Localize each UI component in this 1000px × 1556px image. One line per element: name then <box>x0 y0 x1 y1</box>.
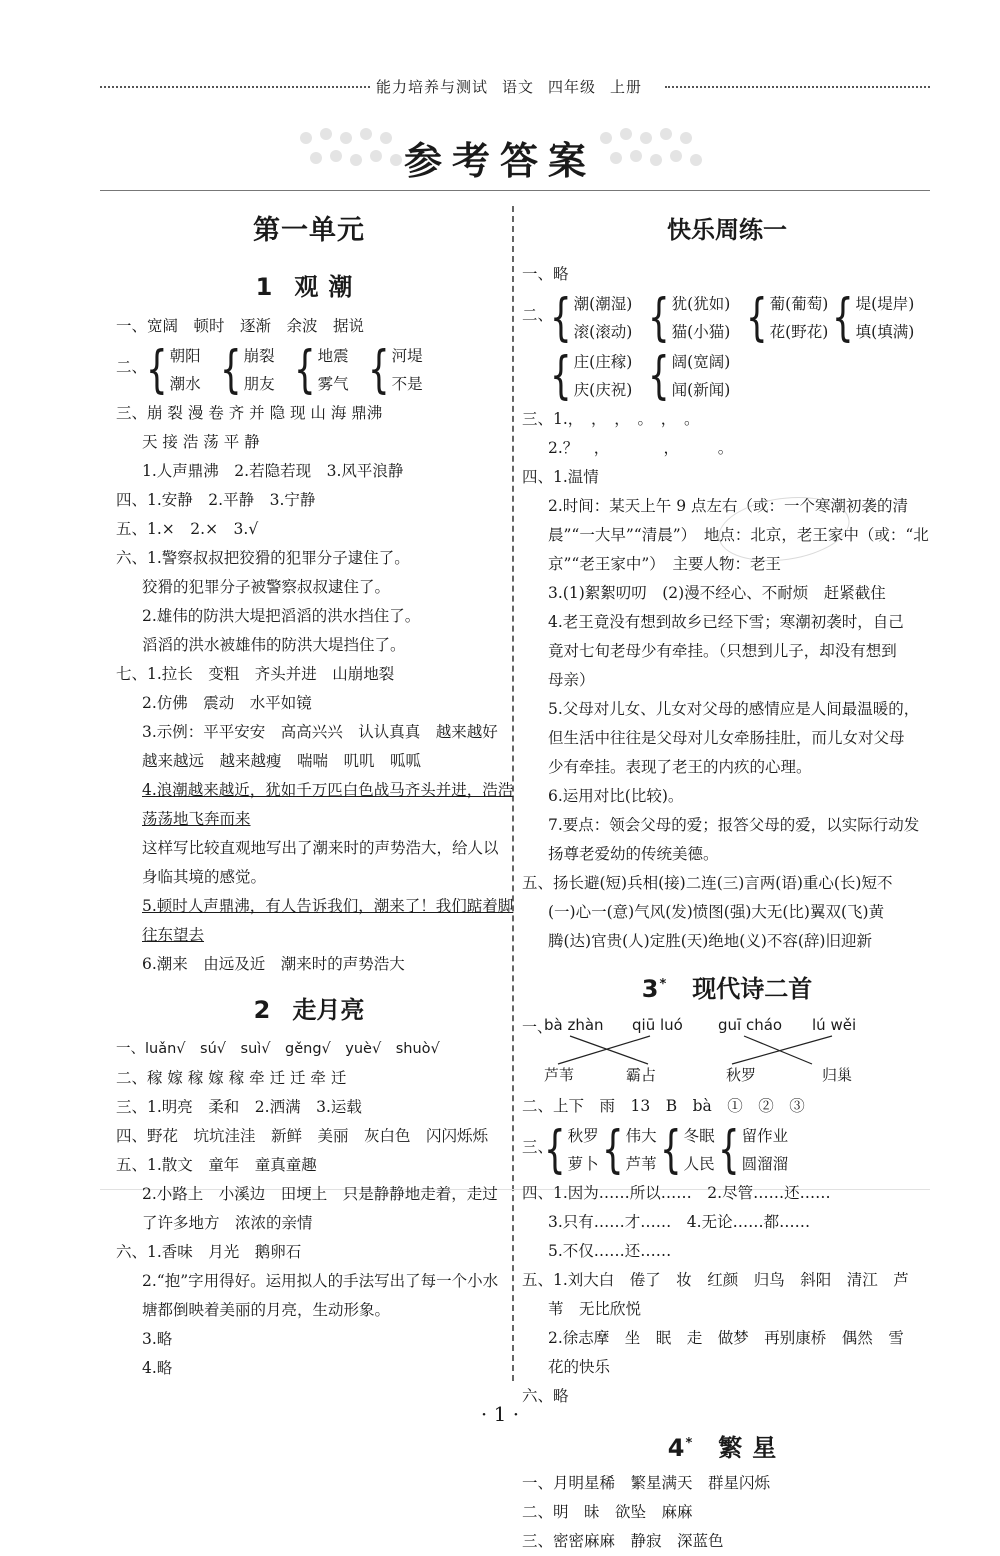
l3-q4a: 四、1.因为……所以…… 2.尽管……还…… <box>522 1184 831 1202</box>
l4-q3: 三、密密麻麻 静寂 深蓝色 <box>522 1532 724 1550</box>
l1-q2-group-4: { 河堤 不是 <box>368 340 423 400</box>
w-q3b: 2.？ ， ， 。 <box>548 439 734 457</box>
l2-q6d: 3.略 <box>142 1330 173 1348</box>
l3-q5a: 五、1.刘大白 倦了 妆 红颜 归鸟 斜阳 清江 芦 <box>522 1271 909 1289</box>
l3-word-1: 芦苇 <box>544 1066 575 1084</box>
l3-q3-group-2: { 伟大 芦苇 <box>602 1120 657 1180</box>
l1-q2-word: 雾气 <box>317 375 349 393</box>
w-q2-a <box>522 289 932 347</box>
w-q5c: 腾(达)官贵(人)定胜(天)绝地(义)不容(辞)旧迎新 <box>548 932 872 950</box>
l2-q1: 一、luǎn√ sú√ suì√ gěng√ yuè√ shuò√ <box>116 1041 440 1057</box>
lesson-2-number: 2 <box>253 996 271 1024</box>
l1-q7g1 <box>116 892 514 921</box>
l1-q7f2: 身临其境的感觉。 <box>142 868 267 886</box>
l3-q3 <box>522 1121 932 1179</box>
l4-q1: 一、月明星稀 繁星满天 群星闪烁 <box>522 1474 771 1492</box>
l3-q3-group-4: { 留作业 圆溜溜 <box>718 1120 789 1180</box>
w-q4a: 四、1.温情 <box>522 468 599 486</box>
l1-q6b: 狡猾的犯罪分子被警察叔叔逮住了。 <box>142 578 391 596</box>
w-q4d2: 竟对七旬老母少有牵挂。（只想到儿子，却没有想到 <box>548 642 897 660</box>
weekly-heading: 快乐周练一 <box>667 216 787 244</box>
l2-q6b: 2.“抱”字用得好。运用拟人的手法写出了每一个小水 <box>142 1272 499 1290</box>
l3-q5b: 苇 无比欣悦 <box>548 1300 642 1318</box>
l1-q7b: 2.仿佛 震动 水平如镜 <box>142 694 312 712</box>
w-q2-word: 滚(滚动) <box>573 323 633 341</box>
page-title: 参考答案 <box>403 138 596 183</box>
l3-q3-word: 秋罗 <box>567 1127 599 1145</box>
header-text <box>376 76 656 97</box>
l1-q2-group-1: { 朝阳 潮水 <box>146 340 201 400</box>
header-term: 上册 <box>610 78 643 96</box>
l1-q2-word: 潮水 <box>169 375 201 393</box>
w-q2-group-5: { 庄(庄稼) 庆(庆祝) <box>550 346 633 406</box>
l1-q2-word: 朝阳 <box>169 347 201 365</box>
lesson-1-heading <box>116 262 502 312</box>
l3-word-3: 秋罗 <box>726 1066 757 1084</box>
lesson-4-number: 4 <box>667 1434 685 1462</box>
left-column <box>116 200 514 1383</box>
l3-q5c: 2.徐志摩 坐 眠 走 做梦 再别康桥 偶然 雪 <box>548 1329 904 1347</box>
l1-q5: 五、1.× 2.× 3.√ <box>116 520 259 538</box>
l3-q3-word: 伟大 <box>625 1127 657 1145</box>
w-q4d3: 母亲） <box>548 671 595 689</box>
w-q1: 一、略 <box>522 265 569 283</box>
l4-q2: 二、明 昧 欲坠 麻麻 <box>522 1503 693 1521</box>
l1-q3b: 天 接 浩 荡 平 静 <box>142 433 260 451</box>
l3-q4b: 3.只有……才…… 4.无论……都…… <box>548 1213 811 1231</box>
l1-q2-group-2: { 崩裂 朋友 <box>220 340 275 400</box>
w-q5b: (一)心一(意)气风(发)愤图(强)大无(比)翼双(飞)黄 <box>548 903 885 921</box>
l3-q3-group-3: { 冬眠 人民 <box>660 1120 715 1180</box>
w-q4e1: 5.父母对儿女、儿女对父母的感情应是人间最温暖的， <box>548 700 920 718</box>
l1-q2-word: 崩裂 <box>243 347 275 365</box>
l3-q2: 二、上下 雨 13 B bà ① ② ③ <box>522 1097 805 1115</box>
w-q4g2: 扬尊老爱幼的传统美德。 <box>548 845 719 863</box>
l1-q7c: 3.示例：平平安安 高高兴兴 认认真真 越来越好 <box>142 723 498 741</box>
w-q2-word: 阔(宽阔) <box>671 353 731 371</box>
l3-q3-word: 圆溜溜 <box>741 1155 789 1173</box>
corner-logo <box>838 1410 988 1465</box>
l3-q3-word: 留作业 <box>741 1127 789 1145</box>
l1-q2-word: 河堤 <box>391 347 423 365</box>
l3-q1-matching <box>522 1010 932 1092</box>
l1-q6a: 六、1.警察叔叔把狡猾的犯罪分子逮住了。 <box>116 549 410 567</box>
w-q2-word: 葡(葡萄) <box>769 295 829 313</box>
l3-q3-word: 冬眠 <box>683 1127 715 1145</box>
right-column <box>522 200 932 1556</box>
l1-q2-label: 二、 <box>116 358 148 376</box>
w-q2-label: 二、 <box>522 306 554 324</box>
l1-q6d: 滔滔的洪水被雄伟的防洪大堤挡住了。 <box>142 636 406 654</box>
lesson-3-asterisk: * <box>659 977 667 992</box>
w-q4f: 6.运用对比(比较)。 <box>548 787 684 805</box>
l3-word-2: 霸占 <box>626 1066 657 1084</box>
w-q2-word: 潮(潮湿) <box>573 295 633 313</box>
l2-q5c: 了许多地方 浓浓的亲情 <box>142 1214 313 1232</box>
title-dot-decoration-right <box>600 128 740 178</box>
w-q2-word: 犹(犹如) <box>671 295 731 313</box>
l3-q3-group-1: { 秋罗 萝卜 <box>544 1120 599 1180</box>
w-q4d1: 4.老王竟没有想到故乡已经下雪；寒潮初袭时，自己 <box>548 613 904 631</box>
l3-q6: 六、略 <box>522 1387 569 1405</box>
title-underline <box>100 190 930 191</box>
l1-q4: 四、1.安静 2.平静 3.宁静 <box>116 491 316 509</box>
w-q4g1: 7.要点：领会父母的爱；报答父母的爱，以实际行动发 <box>548 816 920 834</box>
w-q2-word: 庄(庄稼) <box>573 353 633 371</box>
l1-q7e1 <box>116 776 514 805</box>
l1-q7h: 6.潮来 由远及近 潮来时的声势浩大 <box>142 955 405 973</box>
l2-q5b: 2.小路上 小溪边 田埂上 只是静静地走着，走过 <box>142 1185 498 1203</box>
lesson-2-title: 走月亮 <box>292 996 365 1024</box>
l2-q4: 四、野花 坑坑洼洼 新鲜 美丽 灰白色 闪闪烁烁 <box>116 1127 489 1145</box>
w-q4c: 3.(1)絮絮叨叨 (2)漫不经心、不耐烦 赶紧截住 <box>548 584 886 602</box>
l3-q3-word: 人民 <box>683 1155 715 1173</box>
l3-word-4: 归巢 <box>822 1066 853 1084</box>
lesson-3-title: 现代诗二首 <box>692 975 813 1003</box>
lesson-4-title: 繁星 <box>718 1434 787 1462</box>
header-subject: 语文 <box>502 78 535 96</box>
header-dotted-rule-right <box>665 86 930 88</box>
header-dotted-rule-left <box>100 86 370 88</box>
l3-q3-word: 芦苇 <box>625 1155 657 1173</box>
l3-pinyin-3: guī cháo <box>718 1016 783 1034</box>
lesson-1-number: 1 <box>255 273 273 301</box>
page-number: · 1 · <box>480 1402 520 1426</box>
l2-q6c: 塘都倒映着美丽的月亮，生动形象。 <box>142 1301 391 1319</box>
l3-pinyin-2: qiū luó <box>632 1016 683 1034</box>
l1-q6c: 2.雄伟的防洪大堤把滔滔的洪水挡住了。 <box>142 607 421 625</box>
running-header <box>100 76 930 98</box>
w-q4b1: 2.时间：某天上午 9 点左右（或：一个寒潮初袭的清 <box>548 497 909 515</box>
l3-q4c: 5.不仅……还…… <box>548 1242 672 1260</box>
w-q2-word: 猫(小猫) <box>671 323 731 341</box>
l1-q7d: 越来越远 越来越瘦 喘喘 叽叽 呱呱 <box>142 752 422 770</box>
w-q2-word: 庆(庆祝) <box>573 381 633 399</box>
l1-q7e1-text: 4.浪潮越来越近，犹如千万匹白色战马齐头并进，浩浩 <box>142 781 514 799</box>
l1-q2 <box>116 341 502 399</box>
l1-q2-word: 不是 <box>391 375 423 393</box>
lesson-2-heading <box>116 985 502 1035</box>
w-q2-group-6: { 阔(宽阔) 闻(新闻) <box>648 346 731 406</box>
l1-q7f1: 这样写比较直观地写出了潮来时的声势浩大，给人以 <box>142 839 499 857</box>
l2-q3: 三、1.明亮 柔和 2.洒满 3.运载 <box>116 1098 362 1116</box>
w-q4b2: 晨”“一大早”“清晨”） 地点：北京，老王家中（或：“北 <box>548 526 929 544</box>
w-q4b3: 京”“老王家中”） 主要人物：老王 <box>548 555 782 573</box>
w-q2-group-3: { 葡(葡萄) 花(野花) <box>746 288 829 348</box>
header-book: 能力培养与测试 <box>376 78 489 96</box>
unit-heading: 第一单元 <box>253 215 365 246</box>
l1-q2-group-3: { 地震 雾气 <box>294 340 349 400</box>
lesson-3-number: 3 <box>641 975 659 1003</box>
w-q3a: 三、1.， ， ， 。 ， 。 <box>522 410 700 428</box>
l1-q7e2 <box>116 805 502 834</box>
w-q5a: 五、扬长避(短)兵相(接)二连(三)言两(语)重心(长)短不 <box>522 874 893 892</box>
l1-q3c: 1.人声鼎沸 2.若隐若现 3.风平浪静 <box>142 462 404 480</box>
l3-pinyin-1: bà zhàn <box>544 1016 604 1034</box>
lesson-4-asterisk: * <box>685 1436 693 1451</box>
l2-q5a: 五、1.散文 童年 童真童趣 <box>116 1156 317 1174</box>
w-q2-word: 花(野花) <box>769 323 829 341</box>
l1-q2-word: 地震 <box>317 347 349 365</box>
l1-q7g1-text: 5.顿时人声鼎沸，有人告诉我们，潮来了！我们踮着脚 <box>142 897 514 915</box>
l1-q3a: 三、崩 裂 漫 卷 齐 并 隐 现 山 海 鼎沸 <box>116 404 383 422</box>
l3-q5d: 花的快乐 <box>548 1358 611 1376</box>
l1-q2-word: 朋友 <box>243 375 275 393</box>
l1-q7g2 <box>116 921 502 950</box>
w-q4e2: 但生活中往往是父母对儿女牵肠挂肚，而儿女对父母 <box>548 729 905 747</box>
w-q2-word: 堤(堤岸) <box>855 295 915 313</box>
l3-q3-label: 三、 <box>522 1138 554 1156</box>
l1-q7g2-text: 往东望去 <box>142 926 205 944</box>
header-grade: 四年级 <box>548 78 597 96</box>
l3-q3-word: 萝卜 <box>567 1155 599 1173</box>
l1-q1: 一、宽阔 顿时 逐渐 余波 据说 <box>116 317 365 335</box>
w-q2-group-4: { 堤(堤岸) 填(填满) <box>832 288 915 348</box>
title-banner <box>0 118 1000 188</box>
l1-q7a: 七、1.拉长 变粗 齐头并进 山崩地裂 <box>116 665 395 683</box>
w-q2-word: 闻(新闻) <box>671 381 731 399</box>
lesson-3-heading <box>522 960 932 1010</box>
w-q2-b <box>522 347 932 405</box>
w-q4e3: 少有牵挂。表现了老王的内疚的心理。 <box>548 758 812 776</box>
l3-pinyin-4: lú wěi <box>812 1016 857 1034</box>
l1-q7e2-text: 荡荡地飞奔而来 <box>142 810 251 828</box>
w-q2-group-1: { 潮(潮湿) 滚(滚动) <box>550 288 633 348</box>
w-q2-word: 填(填满) <box>855 323 915 341</box>
l2-q6a: 六、1.香味 月光 鹅卵石 <box>116 1243 302 1261</box>
l3-q1-label: 一、 <box>522 1018 553 1036</box>
lesson-1-title: 观潮 <box>294 273 363 301</box>
l2-q2: 二、稼 嫁 稼 嫁 稼 牵 迁 迁 牵 迁 <box>116 1069 347 1087</box>
w-q2-group-2: { 犹(犹如) 猫(小猫) <box>648 288 731 348</box>
l2-q6e: 4.略 <box>142 1359 173 1377</box>
